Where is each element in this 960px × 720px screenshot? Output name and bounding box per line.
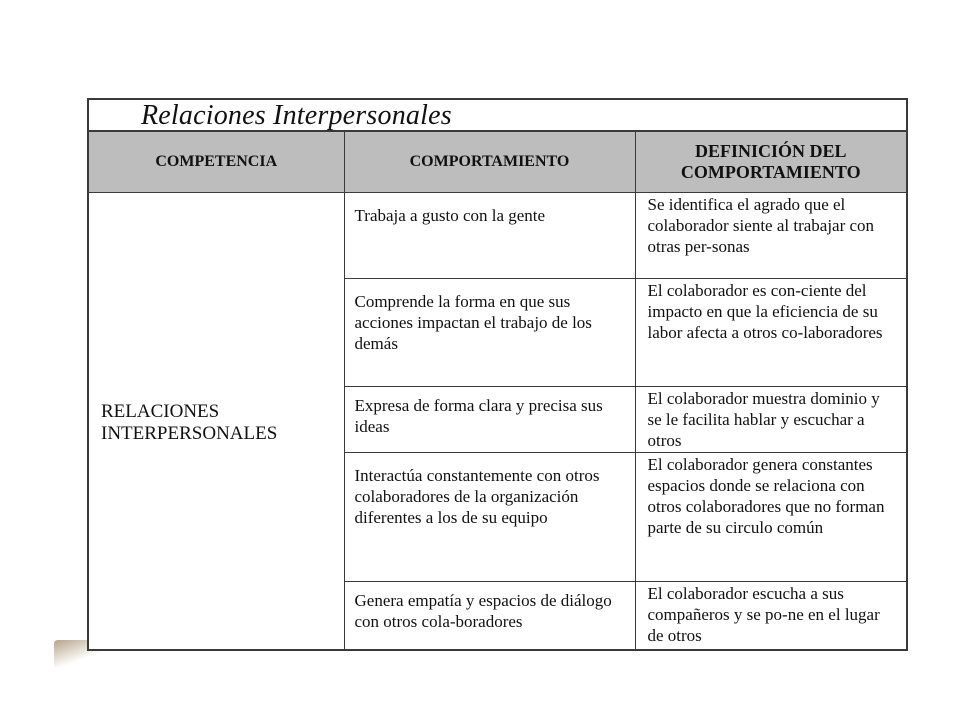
table-row xyxy=(89,192,906,278)
behavior-cell: Comprende la forma en que sus acciones impactan el trabajo de los demás xyxy=(344,278,635,386)
definition-cell: Se identifica el agrado que el colaborador siente al trabajar con otras per-sonas xyxy=(635,192,906,278)
header-definicion: DEFINICIÓN DEL COMPORTAMIENTO xyxy=(635,132,906,192)
definition-cell: El colaborador genera constantes espacios donde se relaciona con otros colaboradores que no forman parte de su circulo común xyxy=(635,452,906,581)
definition-cell: El colaborador muestra dominio y se le facilita hablar y escuchar a otros xyxy=(635,386,906,452)
competency-table xyxy=(89,132,906,650)
behavior-cell: Trabaja a gusto con la gente xyxy=(344,192,635,278)
behavior-cell: Interactúa constantemente con otros colaboradores de la organización diferentes a los de su equipo xyxy=(344,452,635,581)
document-image xyxy=(87,98,908,651)
header-competencia: COMPETENCIA xyxy=(89,132,344,192)
behavior-cell: Expresa de forma clara y precisa sus ideas xyxy=(344,386,635,452)
table-header-row xyxy=(89,132,906,192)
competencia-cell: RELACIONES INTERPERSONALES xyxy=(89,192,344,649)
document-title: Relaciones Interpersonales xyxy=(89,100,906,132)
definition-cell: El colaborador es con-ciente del impacto en que la eficiencia de su labor afecta a otros co-laboradores xyxy=(635,278,906,386)
header-comportamiento: COMPORTAMIENTO xyxy=(344,132,635,192)
behavior-cell: Genera empatía y espacios de diálogo con otros cola-boradores xyxy=(344,581,635,649)
definition-cell: El colaborador escucha a sus compañeros y se po-ne en el lugar de otros xyxy=(635,581,906,649)
